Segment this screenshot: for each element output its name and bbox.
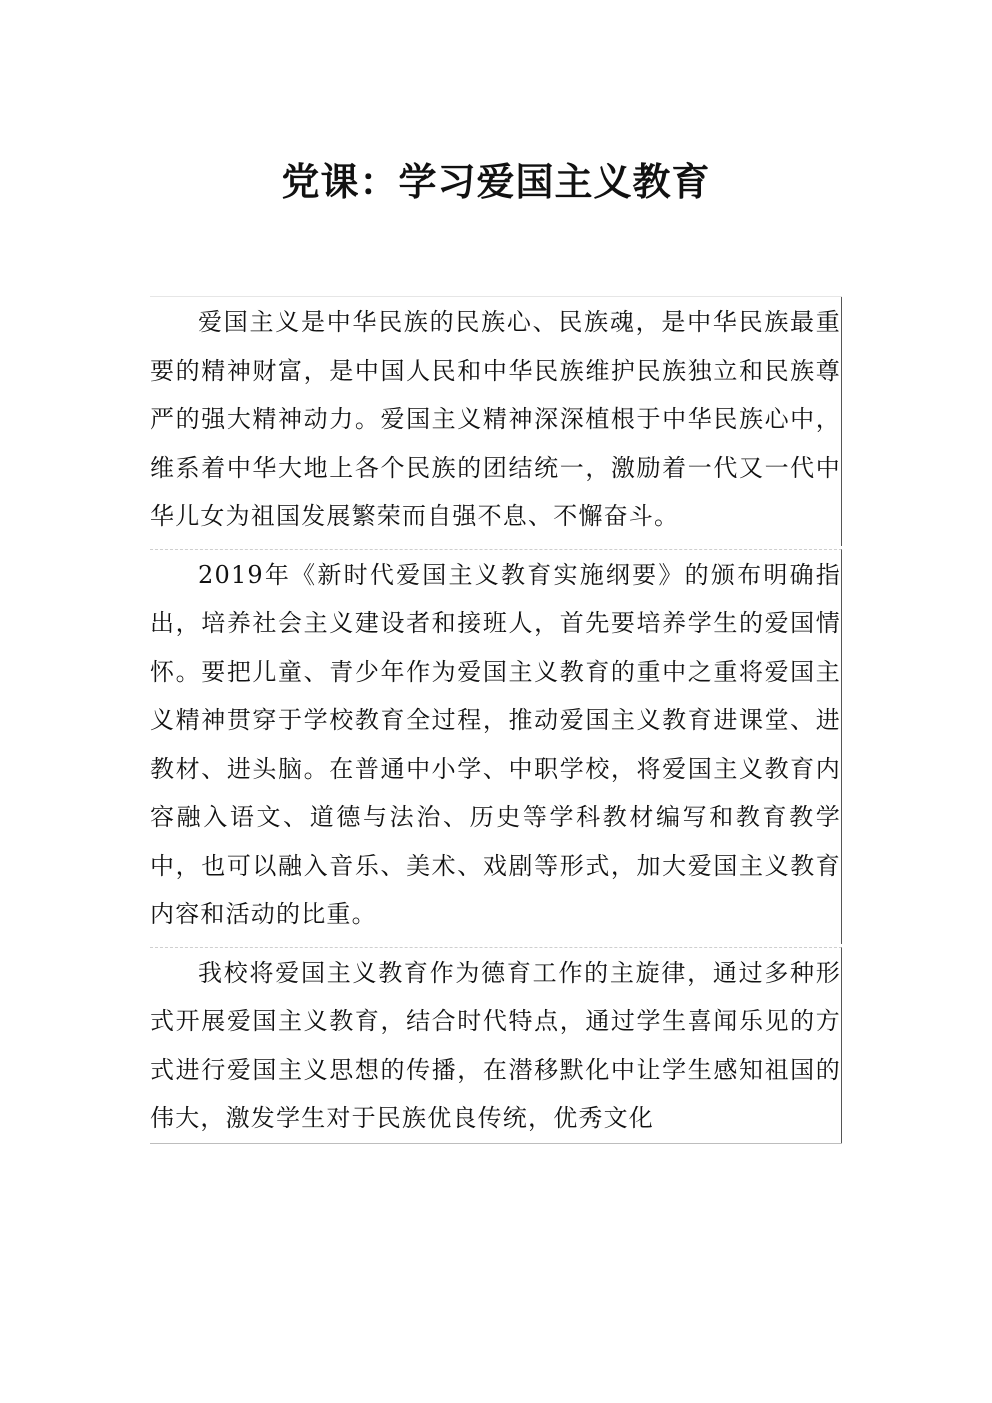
paragraph-1: 爱国主义是中华民族的民族心、民族魂，是中华民族最重要的精神财富，是中国人民和中华民族维护民族独立和民族尊严的强大精神动力。爱国主义精神深深植根于中华民族心中，维系着中华大地上各个民族的团结统一，激励着一代又一代中华儿女为祖国发展繁荣而自强不息、不懈奋斗。 <box>150 297 842 546</box>
paragraph-3: 我校将爱国主义教育作为德育工作的主旋律，通过多种形式开展爱国主义教育，结合时代特点，通过学生喜闻乐见的方式进行爱国主义思想的传播，在潜移默化中让学生感知祖国的伟大，激发学生对于民族优良传统，优秀文化 <box>150 947 842 1143</box>
document-body <box>150 296 842 1144</box>
paragraph-2: 2019年《新时代爱国主义教育实施纲要》的颁布明确指出，培养社会主义建设者和接班人，首先要培养学生的爱国情怀。要把儿童、青少年作为爱国主义教育的重中之重将爱国主义精神贯穿于学校教育全过程，推动爱国主义教育进课堂、进教材、进头脑。在普通中小学、中职学校，将爱国主义教育内容融入语文、道德与法治、历史等学科教材编写和教育教学中，也可以融入音乐、美术、戏剧等形式，加大爱国主义教育内容和活动的比重。 <box>150 549 842 944</box>
page-title: 党课：学习爱国主义教育 <box>281 159 711 204</box>
